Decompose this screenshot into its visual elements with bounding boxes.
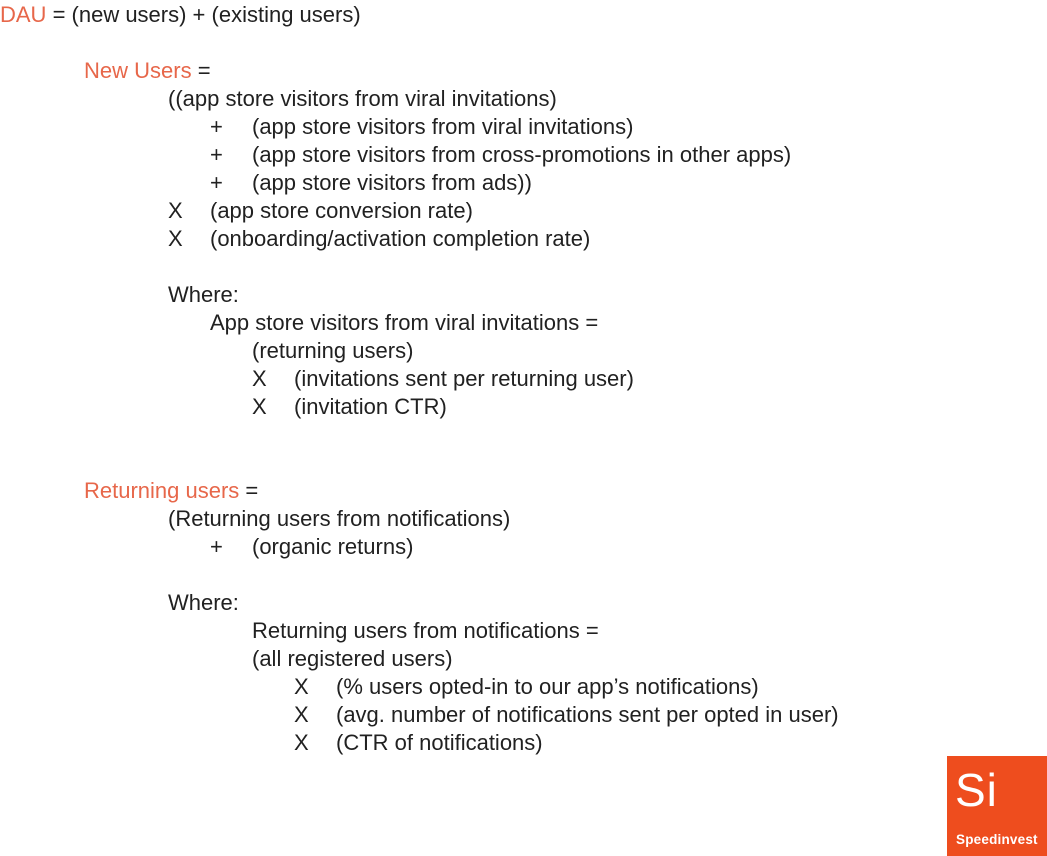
formula-text: (avg. number of notifications sent per opted in user)	[336, 702, 839, 727]
plus-operator: +	[210, 170, 223, 195]
multiply-operator: X	[168, 226, 183, 251]
formula-text: =	[239, 478, 259, 503]
formula-text: (app store visitors from cross-promotions in other apps)	[252, 142, 792, 167]
formula-text: (% users opted-in to our app’s notifications)	[336, 674, 759, 699]
formula-text: (app store conversion rate)	[210, 198, 473, 223]
speedinvest-logo-name: Speedinvest	[956, 832, 1038, 847]
formula-line	[0, 337, 1047, 365]
formula-text: (organic returns)	[252, 534, 414, 559]
formula-line	[0, 645, 1047, 673]
speedinvest-logo	[947, 756, 1047, 856]
formula-line	[0, 729, 1047, 757]
formula-line	[0, 225, 1047, 253]
formula-line	[0, 673, 1047, 701]
formula-text: App store visitors from viral invitations =	[210, 310, 599, 335]
formula-line	[0, 85, 1047, 113]
formula-text: (onboarding/activation completion rate)	[210, 226, 591, 251]
formula-line	[0, 57, 1047, 85]
blank-line	[0, 253, 1047, 281]
formula-line	[0, 309, 1047, 337]
plus-operator: +	[210, 114, 223, 139]
formula-text: (app store visitors from viral invitations)	[252, 114, 634, 139]
multiply-operator: X	[252, 366, 267, 391]
formula-text: Where:	[168, 282, 239, 307]
formula-text: = (new users) + (existing users)	[46, 2, 361, 27]
multiply-operator: X	[252, 394, 267, 419]
formula-text: Where:	[168, 590, 239, 615]
formula-line	[0, 589, 1047, 617]
formula-line	[0, 617, 1047, 645]
blank-line	[0, 561, 1047, 589]
formula-line	[0, 281, 1047, 309]
formula-text: (all registered users)	[252, 646, 453, 671]
formula-text: (Returning users from notifications)	[168, 506, 511, 531]
formula-term-highlight: New Users	[84, 58, 192, 83]
plus-operator: +	[210, 142, 223, 167]
formula-line	[0, 505, 1047, 533]
formula-term-highlight: Returning users	[84, 478, 240, 503]
blank-line	[0, 421, 1047, 449]
formula-line	[0, 169, 1047, 197]
formula-text: (CTR of notifications)	[336, 730, 543, 755]
blank-line	[0, 449, 1047, 477]
formula-line	[0, 1, 1047, 29]
multiply-operator: X	[294, 702, 309, 727]
formula-line	[0, 197, 1047, 225]
formula-line	[0, 393, 1047, 421]
formula-text: ((app store visitors from viral invitations)	[168, 86, 557, 111]
plus-operator: +	[210, 534, 223, 559]
formula-line	[0, 113, 1047, 141]
multiply-operator: X	[294, 674, 309, 699]
formula-line	[0, 533, 1047, 561]
blank-line	[0, 29, 1047, 57]
formula-line	[0, 701, 1047, 729]
multiply-operator: X	[168, 198, 183, 223]
multiply-operator: X	[294, 730, 309, 755]
formula-line	[0, 141, 1047, 169]
formula-text: (invitations sent per returning user)	[294, 366, 634, 391]
formula-text: (invitation CTR)	[294, 394, 447, 419]
formula-text: =	[191, 58, 211, 83]
formula-text: (returning users)	[252, 338, 414, 363]
formula-line	[0, 365, 1047, 393]
formula-term-highlight: DAU	[0, 2, 47, 27]
formula-text: Returning users from notifications =	[252, 618, 599, 643]
formula-text: (app store visitors from ads))	[252, 170, 532, 195]
speedinvest-logo-mark: Si	[955, 764, 998, 816]
formula-line	[0, 477, 1047, 505]
